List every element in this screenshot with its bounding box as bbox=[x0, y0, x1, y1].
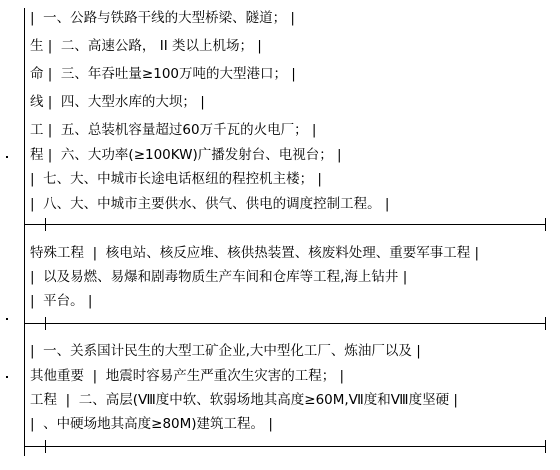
text-line: 其他重要 | 地震时容易产生严重次生灾害的工程； | bbox=[30, 368, 345, 384]
text-line: 程 | 六、大功率(≥100KW)广播发射台、电视台； | bbox=[30, 147, 342, 163]
margin-dot bbox=[6, 156, 8, 158]
margin-dot bbox=[6, 376, 8, 378]
text-line: | 、中硬场地其高度≥80M)建筑工程。 | bbox=[30, 416, 273, 432]
text-line: 工程 | 二、高层(Ⅷ度中软、软弱场地其高度≥60M,Ⅶ度和Ⅷ度坚硬 | bbox=[30, 392, 458, 408]
text-line: | 一、关系国计民生的大型工矿企业,大中型化工厂、炼油厂以及 | bbox=[30, 343, 421, 359]
text-line: | 以及易燃、易爆和剧毒物质生产车间和仓库等工程,海上钻井 | bbox=[30, 269, 408, 285]
table-left-border bbox=[24, 8, 25, 456]
text-line: 线 | 四、大型水库的大坝； | bbox=[30, 94, 205, 110]
text-line: | 七、大、中城市长途电话枢纽的程控机主楼； | bbox=[30, 171, 322, 187]
text-line: 特殊工程 | 核电站、核反应堆、核供热装置、核废料处理、重要军事工程 | bbox=[30, 245, 480, 261]
margin-dot bbox=[6, 318, 8, 320]
section-divider bbox=[24, 224, 546, 225]
text-line: | 一、公路与铁路干线的大型桥梁、隧道； | bbox=[30, 10, 295, 26]
section-divider bbox=[24, 323, 546, 324]
section-divider bbox=[24, 446, 546, 447]
text-line: 工 | 五、总装机容量超过60万千瓦的火电厂； | bbox=[30, 122, 317, 138]
text-line: | 平台。 | bbox=[30, 293, 93, 309]
text-line: | 八、大、中城市主要供水、供气、供电的调度控制工程。 | bbox=[30, 196, 390, 212]
text-line: 命 | 三、年吞吐量≥100万吨的大型港口； | bbox=[30, 66, 296, 82]
text-line: 生 | 二、高速公路， II 类以上机场； | bbox=[30, 38, 262, 54]
